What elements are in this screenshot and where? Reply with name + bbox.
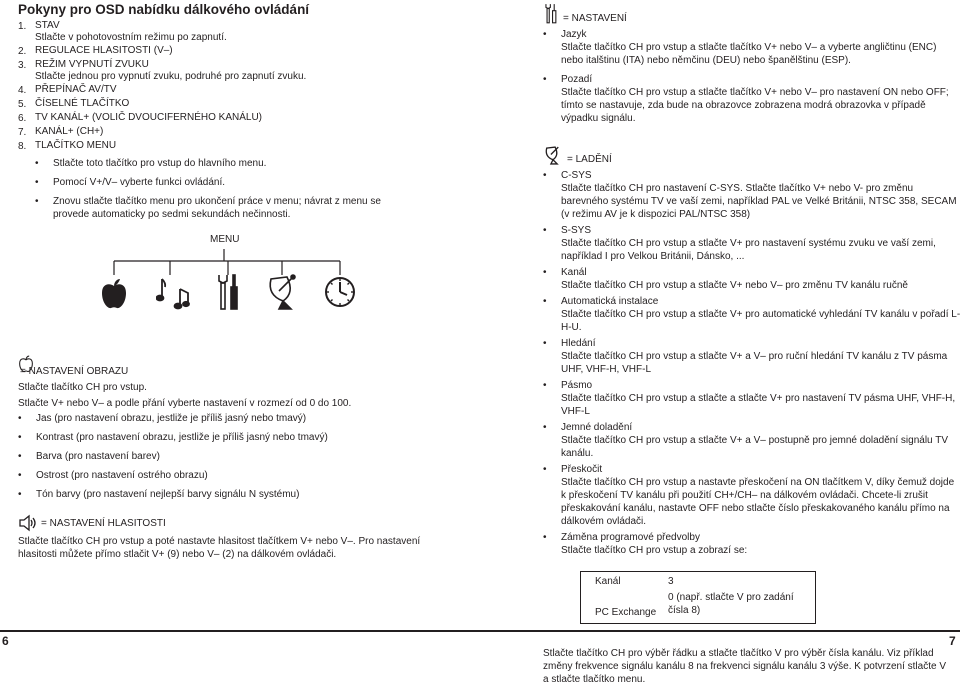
list-item bbox=[543, 266, 960, 292]
box-label-channel: Kanál bbox=[595, 576, 621, 587]
item-name: • C-SYS bbox=[561, 170, 592, 181]
item-label: TLAČÍTKO MENU bbox=[35, 140, 117, 151]
list-item bbox=[543, 73, 960, 125]
satellite-dish-icon bbox=[265, 273, 301, 311]
numbered-list bbox=[18, 20, 418, 153]
item-desc: Stlačte jednou pro vypnutí zvuku, podruhé pro zapnutí zvuku. bbox=[35, 71, 307, 82]
list-item bbox=[543, 379, 960, 418]
apple-icon bbox=[99, 277, 129, 311]
box-label-exchange: PC Exchange bbox=[595, 607, 657, 618]
settings-heading: = NASTAVENÍ bbox=[563, 12, 627, 24]
item-number: 4. bbox=[18, 85, 27, 96]
item-desc: Stlačte tlačítko CH pro vstup a stlačte V+ a V– pro ruční hledání TV kanálu z TV pásma UHF, VHF-H, VHF-L bbox=[561, 351, 948, 375]
box-value-exchange: 0 (např. stlačte V pro zadání čísla 8) bbox=[668, 592, 794, 616]
item-name: • Záměna programové předvolby bbox=[561, 532, 700, 543]
item-name: • Přeskočit bbox=[561, 464, 603, 475]
list-item: • Barva (pro nastavení barev) bbox=[18, 450, 418, 463]
list-item bbox=[543, 421, 960, 460]
item-desc: Stlačte tlačítko CH pro vstup a stlačte V+ pro automatické vyhledání TV kanálu v pořadí L-H-U. bbox=[561, 309, 960, 333]
item-name: • Automatická instalace bbox=[561, 296, 659, 307]
clock-icon bbox=[323, 275, 357, 309]
speaker-icon bbox=[18, 513, 38, 533]
item-label: ČÍSELNÉ TLAČÍTKO bbox=[35, 98, 130, 109]
item-number: 3. bbox=[18, 60, 27, 71]
page-number-right: 7 bbox=[949, 634, 956, 648]
settings-header bbox=[543, 3, 960, 25]
item-name: • Jazyk bbox=[561, 29, 587, 40]
page-title: Pokyny pro OSD nabídku dálkového ovládání bbox=[18, 2, 310, 17]
volume-settings-heading: = NASTAVENÍ HLASITOSTI bbox=[41, 517, 166, 529]
menu-diagram bbox=[18, 231, 418, 359]
item-desc: Stlačte tlačítko CH pro vstup a stlačte V+ nebo V– pro změnu TV kanálu ručně bbox=[561, 280, 908, 291]
right-page bbox=[543, 0, 960, 686]
settings-list bbox=[543, 28, 960, 125]
item-desc: Stlačte tlačítko CH pro vstup a zobrazí se: bbox=[561, 545, 748, 556]
item-label: PŘEPÍNAČ AV/TV bbox=[35, 84, 117, 95]
item-number: 8. bbox=[18, 141, 27, 152]
item-name: • Hledání bbox=[561, 338, 596, 349]
list-item: • Pomocí V+/V– vyberte funkci ovládání. bbox=[35, 176, 418, 189]
item-number: 6. bbox=[18, 113, 27, 124]
item-name: • Kanál bbox=[561, 267, 587, 278]
list-item bbox=[18, 112, 418, 125]
item-desc: Stlačte tlačítko CH pro vstup a nastavte přeskočení na ON tlačítkem V, díky čemuž dojde k přeskočení TV kanálu při použití CH+/CH– na dálkovém ovládači. Chcete-li zrušit přeskakování kanálu, nastavte OFF nebo stlačte číslo přeskakovaného kanálu přímo na dálkovém ovládači. bbox=[561, 477, 955, 527]
list-item bbox=[18, 140, 418, 153]
volume-settings-header bbox=[18, 513, 418, 533]
item-label: STAV bbox=[35, 20, 60, 31]
item-desc: Stlačte tlačítko CH pro vstup a stlačte V+ pro nastavení systému zvuku ve vaší zemi, například I pro Velkou Británii, Dánsko, ... bbox=[561, 238, 936, 262]
tuning-header bbox=[543, 143, 960, 166]
list-item bbox=[18, 126, 418, 139]
list-item bbox=[543, 224, 960, 263]
picture-line-2: Stlačte V+ nebo V– a podle přání vyberte nastavení v rozmezí od 0 do 100. bbox=[18, 398, 352, 409]
item-number: 2. bbox=[18, 46, 27, 57]
item-label: REGULACE HLASITOSTI (V–) bbox=[35, 45, 173, 56]
tuning-heading: = LADĚNÍ bbox=[567, 154, 612, 165]
list-item: • Znovu stlačte tlačítko menu pro ukončení práce v menu; návrat z menu se provede automaticky po sedmi sekundách nečinnosti. bbox=[35, 195, 418, 221]
list-item bbox=[543, 337, 960, 376]
satellite-dish-icon bbox=[543, 145, 563, 165]
closing-text: Stlačte tlačítko CH pro výběr řádku a stlačte tlačítko V pro výběr čísla kanálu. Viz příklad změny frekvence signálu kanálu 8 na frekvenci signálu kanálu 3 výše. K potvrzení stlačte V a stlačte tlačítko menu. bbox=[543, 648, 946, 685]
item-label: TV KANÁL+ (VOLIČ DVOUCIFERNÉHO KANÁLU) bbox=[35, 112, 262, 123]
box-value-channel: 3 bbox=[668, 576, 674, 587]
list-item bbox=[543, 295, 960, 334]
item-label: KANÁL+ (CH+) bbox=[35, 126, 104, 137]
footer-rule bbox=[0, 630, 960, 632]
picture-line-1: Stlačte tlačítko CH pro vstup. bbox=[18, 382, 147, 393]
item-name: • Pozadí bbox=[561, 74, 593, 85]
tuning-list bbox=[543, 169, 960, 557]
list-item bbox=[18, 59, 418, 83]
item-desc: Stlačte tlačítko CH pro vstup a stlačte tlačítko V+ nebo V– a vyberte angličtinu (ENC) nebo italštinu (ITA) nebo němčinu (DEU) nebo španělštinu (ESP). bbox=[561, 42, 937, 66]
item-number: 1. bbox=[18, 21, 27, 32]
menu-diagram-label: MENU bbox=[210, 234, 240, 245]
list-item: • Jas (pro nastavení obrazu, jestliže je příliš jasný nebo tmavý) bbox=[18, 412, 418, 425]
item-label: REŽIM VYPNUTÍ ZVUKU bbox=[35, 59, 149, 70]
list-item bbox=[543, 531, 960, 557]
list-item bbox=[543, 463, 960, 528]
list-item bbox=[18, 84, 418, 97]
tools-icon bbox=[543, 3, 561, 25]
list-item bbox=[18, 98, 418, 111]
item-desc: Stlačte tlačítko CH pro vstup a stlačte tlačítko V+ nebo V– pro nastavení ON nebo OFF; tímto se nastavuje, zda bude na obrazovce zobrazena modrá obrazovka v případě výpadku signálu. bbox=[561, 87, 949, 124]
list-item: • Stlačte toto tlačítko pro vstup do hlavního menu. bbox=[35, 157, 418, 170]
music-note-icon bbox=[156, 275, 194, 311]
list-item bbox=[18, 20, 418, 44]
page-number-left: 6 bbox=[2, 634, 9, 648]
list-item: • Ostrost (pro nastavení ostrého obrazu) bbox=[18, 469, 418, 482]
left-page bbox=[18, 0, 421, 561]
item-name: • Jemné doladění bbox=[561, 422, 633, 433]
menu-bullets bbox=[18, 157, 418, 221]
item-desc: Stlačte tlačítko CH pro nastavení C-SYS. Stlačte tlačítko V+ nebo V- pro změnu barevného systému TV ve vaší zemi, například PAL ve Velké Británii, NTSC 358, SECAM (v režimu AV je k dispozici PAL/NTSC 358) bbox=[561, 183, 957, 220]
item-number: 5. bbox=[18, 99, 27, 110]
list-item bbox=[543, 169, 960, 221]
list-item bbox=[18, 45, 418, 58]
channel-exchange-box bbox=[580, 571, 816, 624]
picture-settings-heading: = NASTAVENÍ OBRAZU bbox=[20, 366, 129, 377]
list-item: • Kontrast (pro nastavení obrazu, jestliže je příliš jasný nebo tmavý) bbox=[18, 431, 418, 444]
item-desc: Stlačte v pohotovostním režimu po zapnutí. bbox=[35, 32, 227, 43]
list-item bbox=[543, 28, 960, 67]
item-name: • Pásmo bbox=[561, 380, 593, 391]
picture-items bbox=[18, 412, 418, 501]
item-desc: Stlačte tlačítko CH pro vstup a stlačte V+ a V– postupně pro jemné doladění signálu TV kanálu. bbox=[561, 435, 948, 459]
list-item: • Tón barvy (pro nastavení nejlepší barvy signálu N systému) bbox=[18, 488, 418, 501]
item-name: • S-SYS bbox=[561, 225, 592, 236]
tools-icon bbox=[215, 273, 245, 313]
volume-text: Stlačte tlačítko CH pro vstup a poté nastavte hlasitost tlačítkem V+ nebo V–. Pro nastavení hlasitosti můžete přímo stlačit V+ (9) nebo V– (2) na dálkovém ovládači. bbox=[18, 536, 421, 560]
item-number: 7. bbox=[18, 127, 27, 138]
item-desc: Stlačte tlačítko CH pro vstup a stlačte a stlačte V+ pro nastavení TV pásma UHF, VHF-H, VHF-L bbox=[561, 393, 956, 417]
